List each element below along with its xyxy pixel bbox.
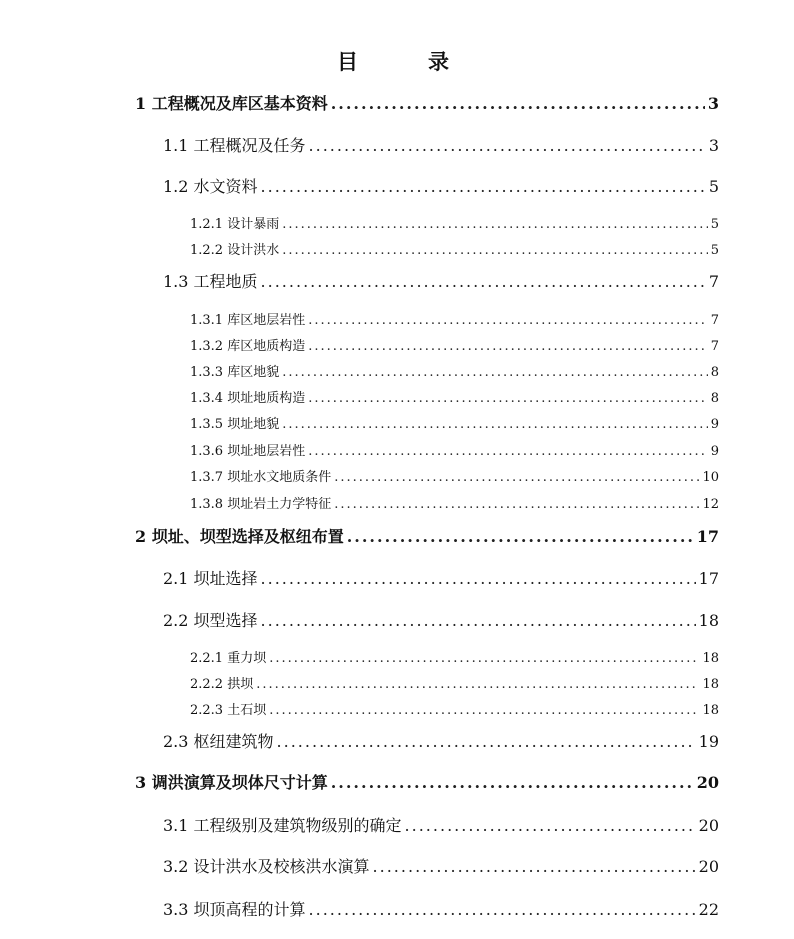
toc-entry-1-3-2[interactable]: [190, 335, 719, 354]
toc-title: 目录: [337, 49, 519, 74]
leader-dots: [405, 816, 696, 835]
leader-dots: [269, 651, 699, 666]
leader-dots: [308, 339, 708, 354]
toc-page-number: 10: [702, 470, 719, 485]
toc-entry-label: 2.2 坝型选择: [163, 611, 258, 630]
toc-page-number: 8: [710, 365, 719, 380]
toc-entry-label: 1.2.2 设计洪水: [190, 243, 280, 258]
toc-page-number: 18: [702, 703, 719, 718]
toc-entry-label: 3 调洪演算及坝体尺寸计算: [135, 773, 328, 792]
toc-entry-label: 1.3.4 坝址地质构造: [190, 391, 306, 406]
toc-page-number: 18: [702, 651, 719, 666]
toc-entry-2-1[interactable]: [163, 566, 719, 589]
toc-entry-2-2-3[interactable]: [190, 699, 719, 718]
toc-entry-label: 1.3.6 坝址地层岩性: [190, 444, 306, 459]
leader-dots: [334, 470, 699, 485]
toc-entry-1-2-2[interactable]: [190, 239, 719, 258]
leader-dots: [282, 243, 708, 258]
toc-entry-label: 1.3.7 坝址水文地质条件: [190, 470, 332, 485]
toc-page-number: 3: [708, 136, 719, 155]
toc-page-number: 9: [710, 444, 719, 459]
leader-dots: [261, 569, 696, 588]
toc-page-number: 7: [710, 313, 719, 328]
toc-entry-label: 3.2 设计洪水及校核洪水演算: [163, 857, 370, 876]
leader-dots: [308, 391, 708, 406]
toc-entry-2-2[interactable]: [163, 608, 719, 631]
leader-dots: [261, 177, 706, 196]
toc-entry-label: 2 坝址、坝型选择及枢纽布置: [135, 527, 344, 546]
leader-dots: [334, 497, 699, 512]
toc-entry-1[interactable]: [135, 91, 719, 114]
toc-entry-2-2-1[interactable]: [190, 647, 719, 666]
leader-dots: [331, 94, 705, 113]
toc-entry-label: 1.3.1 库区地层岩性: [190, 313, 306, 328]
toc-page-number: 22: [698, 900, 719, 919]
toc-entry-3[interactable]: [135, 770, 719, 793]
leader-dots: [261, 272, 706, 291]
toc-entry-label: 1.3.5 坝址地貌: [190, 417, 280, 432]
toc-entry-label: 1.3.8 坝址岩土力学特征: [190, 497, 332, 512]
toc-entry-1-3-6[interactable]: [190, 440, 719, 459]
toc-page-number: 20: [698, 857, 719, 876]
leader-dots: [261, 611, 696, 630]
toc-entry-2-2-2[interactable]: [190, 673, 719, 692]
toc-entry-1-3-8[interactable]: [190, 493, 719, 512]
toc-page-number: 7: [708, 272, 719, 291]
toc-entry-1-3-1[interactable]: [190, 309, 719, 328]
toc-entry-label: 2.1 坝址选择: [163, 569, 258, 588]
leader-dots: [256, 677, 699, 692]
toc-entry-label: 2.3 枢纽建筑物: [163, 732, 274, 751]
toc-entry-3-2[interactable]: [163, 854, 719, 877]
toc-page-number: 20: [696, 773, 719, 792]
leader-dots: [277, 732, 696, 751]
toc-entry-1-3-4[interactable]: [190, 387, 719, 406]
leader-dots: [373, 857, 696, 876]
leader-dots: [269, 703, 699, 718]
toc-entry-label: 1 工程概况及库区基本资料: [135, 94, 328, 113]
toc-entry-label: 3.3 坝顶高程的计算: [163, 900, 306, 919]
toc-entry-label: 2.2.1 重力坝: [190, 651, 267, 666]
toc-entry-1-1[interactable]: [163, 133, 719, 156]
toc-entry-label: 1.3 工程地质: [163, 272, 258, 291]
toc-entry-1-3[interactable]: [163, 269, 719, 292]
toc-page-number: 17: [698, 569, 719, 588]
toc-entry-3-3[interactable]: [163, 897, 719, 920]
toc-page-number: 19: [698, 732, 719, 751]
toc-entry-1-3-7[interactable]: [190, 466, 719, 485]
leader-dots: [282, 417, 708, 432]
toc-entry-label: 1.1 工程概况及任务: [163, 136, 306, 155]
leader-dots: [308, 313, 708, 328]
toc-page-number: 8: [710, 391, 719, 406]
toc-entry-2[interactable]: [135, 524, 719, 547]
toc-page-number: 5: [710, 243, 719, 258]
leader-dots: [331, 773, 694, 792]
toc-entry-label: 1.2 水文资料: [163, 177, 258, 196]
toc-entry-1-2-1[interactable]: [190, 213, 719, 232]
toc-page-number: 3: [707, 94, 719, 113]
toc-entry-label: 2.2.2 拱坝: [190, 677, 254, 692]
toc-entry-2-3[interactable]: [163, 729, 719, 752]
toc-entry-1-2[interactable]: [163, 174, 719, 197]
leader-dots: [309, 136, 706, 155]
leader-dots: [282, 217, 708, 232]
toc-page-number: 9: [710, 417, 719, 432]
toc-entry-label: 1.2.1 设计暴雨: [190, 217, 280, 232]
toc-page-number: 17: [696, 527, 719, 546]
leader-dots: [282, 365, 708, 380]
toc-entry-label: 3.1 工程级别及建筑物级别的确定: [163, 816, 402, 835]
toc-page-number: 20: [698, 816, 719, 835]
toc-entry-label: 2.2.3 土石坝: [190, 703, 267, 718]
toc-entry-1-3-3[interactable]: [190, 361, 719, 380]
leader-dots: [309, 900, 696, 919]
toc-page-number: 5: [710, 217, 719, 232]
toc-page-number: 12: [702, 497, 719, 512]
leader-dots: [308, 444, 708, 459]
toc-entry-label: 1.3.2 库区地质构造: [190, 339, 306, 354]
toc-page-number: 18: [702, 677, 719, 692]
toc-entry-1-3-5[interactable]: [190, 413, 719, 432]
toc-entry-3-1[interactable]: [163, 813, 719, 836]
toc-page-number: 18: [698, 611, 719, 630]
toc-entry-label: 1.3.3 库区地貌: [190, 365, 280, 380]
toc-page-number: 7: [710, 339, 719, 354]
toc-page-number: 5: [708, 177, 719, 196]
leader-dots: [347, 527, 694, 546]
